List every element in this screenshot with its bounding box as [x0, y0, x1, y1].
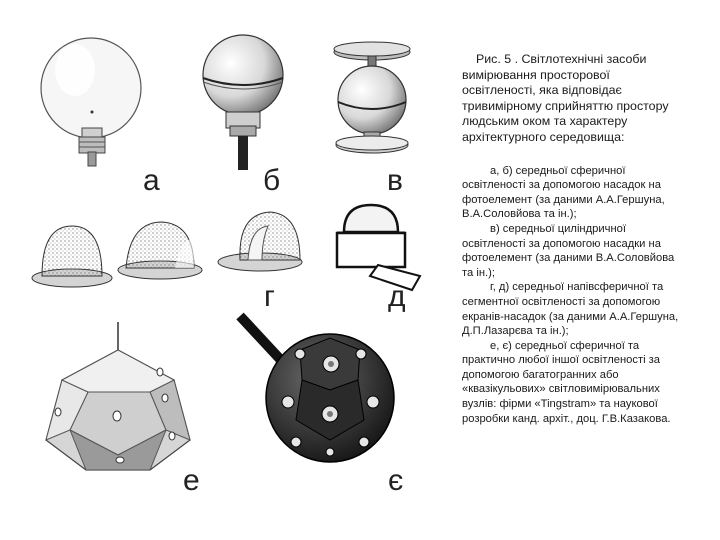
device-a [41, 38, 141, 166]
device-ye [240, 316, 394, 462]
label-a: а [143, 164, 160, 197]
caption-title: Рис. 5 . Світлотехнічні засоби вимірювання просторової освітленості, яка відповідає тривимірному сприйняттю простору людським оком та характеру архітектурного середовища: [462, 52, 669, 144]
label-e: е [183, 464, 200, 497]
caption-item-e-ye: е, є) середньої сферичної та практично любої іншої освітленості за допомогою багатогранних або «квазікульових» світловимірювальних вузлів: фірми «Tingstram» та наукової розробки канд. архіт., доц. Г.В.Казакова. [462, 339, 671, 425]
device-e [46, 322, 190, 470]
caption-item-a-b: а, б) середньої сферичної освітленості за допомогою насадок на фотоелемент (за даними А.А.Гершуна, В.А.Соловйова та ін.); [462, 164, 665, 221]
figure-caption [462, 52, 684, 426]
label-v: в [387, 164, 403, 197]
caption-item-v: в) середньої циліндричної освітленості за допомогою насадки на фотоелемент (за даними В.А.Соловйова та ін.); [462, 222, 675, 279]
device-v [334, 42, 410, 153]
device-d [337, 205, 420, 290]
label-b: б [263, 164, 281, 197]
device-g [32, 212, 302, 287]
label-d: д [388, 280, 406, 313]
device-b [203, 35, 283, 170]
label-g: г [264, 280, 275, 313]
caption-item-g-d: г, д) середньої напівсферичної та сегментної освітленості за допомогою екранів-насадок (за даними А.А.Гершуна, Д.П.Лазарєва та ін.); [462, 281, 679, 338]
label-ye: є [388, 464, 404, 497]
